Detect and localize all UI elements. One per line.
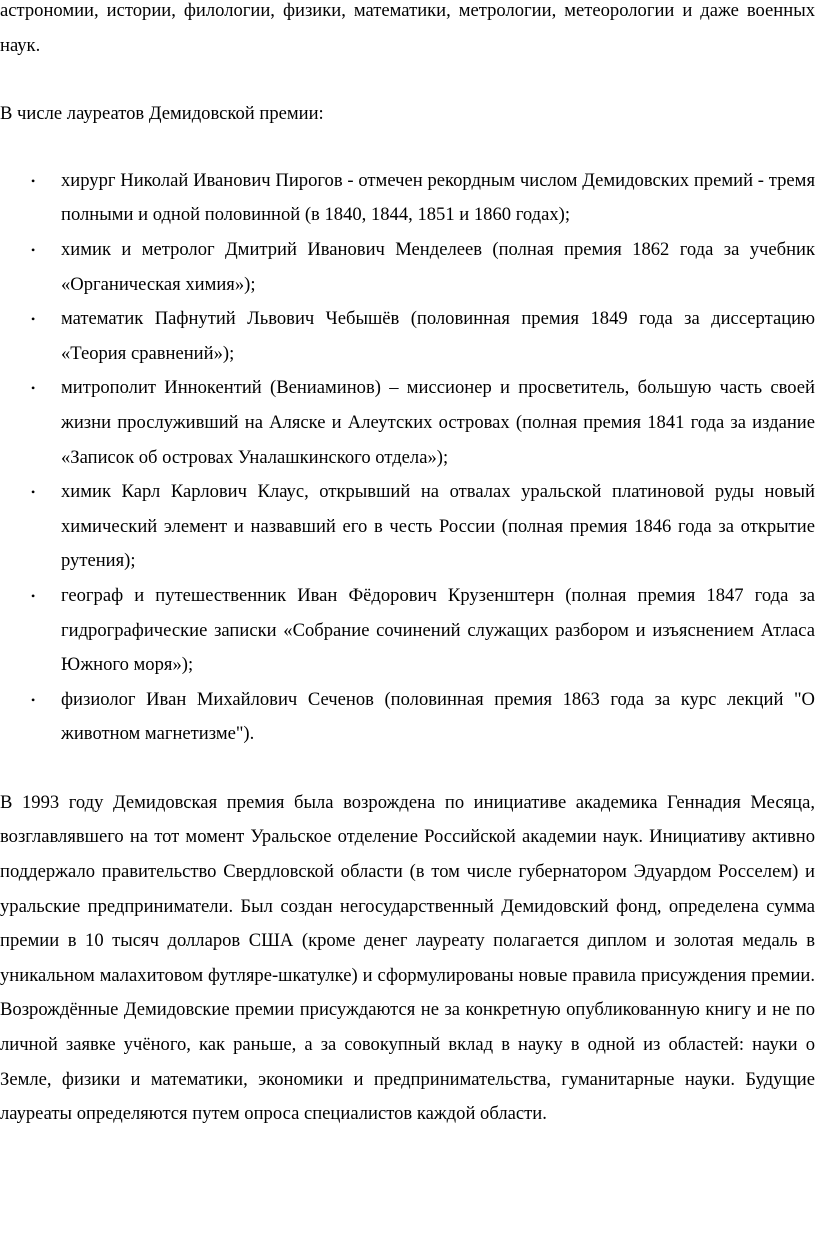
bullet-icon: • xyxy=(31,312,36,327)
bullet-icon: • xyxy=(31,485,36,500)
list-item-text: химик и метролог Дмитрий Иванович Менделеев (полная премия 1862 года за учебник «Органическая химия»); xyxy=(61,238,815,295)
intro-paragraph-tail: астрономии, истории, филологии, физики, математики, метрологии, метеорологии и даже военных наук. xyxy=(0,0,815,56)
laureates-heading: В числе лауреатов Демидовской премии: xyxy=(0,103,324,125)
list-item-text: химик Карл Карлович Клаус, открывший на отвалах уральской платиновой руды новый химический элемент и назвавший его в честь России (полная премия 1846 года за открытие рутения); xyxy=(61,481,815,572)
bullet-icon: • xyxy=(31,588,36,603)
bullet-icon: • xyxy=(31,381,36,396)
list-item-text: физиолог Иван Михайлович Сеченов (половинная премия 1863 года за курс лекций "О животном магнетизме"). xyxy=(61,688,815,745)
list-item-text: математик Пафнутий Львович Чебышёв (половинная премия 1849 года за диссертацию «Теория сравнений»); xyxy=(61,308,815,364)
list-item xyxy=(31,302,815,371)
bullet-icon: • xyxy=(31,173,36,188)
list-item xyxy=(31,475,815,579)
list-item xyxy=(31,579,815,683)
list-item xyxy=(31,164,815,233)
list-item xyxy=(31,371,815,475)
bullet-icon: • xyxy=(31,692,36,707)
revival-paragraph: В 1993 году Демидовская премия была возрождена по инициативе академика Геннадия Месяца, возглавлявшего на тот момент Уральское отделение Российской академии наук. Инициативу активно поддержало правительство Свердловской области (в том числе губернатором Эдуардом Росселем) и уральские предприниматели. Был создан негосударственный Демидовский фонд, определена сумма премии в 10 тысяч долларов США (кроме денег лауреату полагается диплом и золотая медаль в уникальном малахитовом футляре-шкатулке) и сформулированы новые правила присуждения премии. Возрождённые Демидовские премии присуждаются не за конкретную опубликованную книгу и не по личной заявке учёного, как раньше, а за совокупный вклад в науку в одной из областей: науки о Земле, физики и математики, экономики и предпринимательства, гуманитарные науки. Будущие лауреаты определяются путем опроса специалистов каждой области. xyxy=(0,791,815,1125)
list-item-text: митрополит Иннокентий (Вениаминов) – миссионер и просветитель, большую часть своей жизни прослуживший на Аляске и Алеутских островах (полная премия 1841 года за издание «Записок об островах Уналашкинского отдела»); xyxy=(61,377,815,468)
list-item-text: хирург Николай Иванович Пирогов - отмечен рекордным числом Демидовских премий - тремя полными и одной половинной (в 1840, 1844, 1851 и 1860 годах); xyxy=(61,169,815,226)
list-item-text: географ и путешественник Иван Фёдорович Крузенштерн (полная премия 1847 года за гидрографические записки «Собрание сочинений служащих разбором и изъяснением Атласа Южного моря»); xyxy=(61,584,815,676)
list-item xyxy=(31,683,815,752)
bullet-icon: • xyxy=(31,242,36,257)
laureates-list xyxy=(0,164,815,752)
list-item xyxy=(31,233,815,302)
